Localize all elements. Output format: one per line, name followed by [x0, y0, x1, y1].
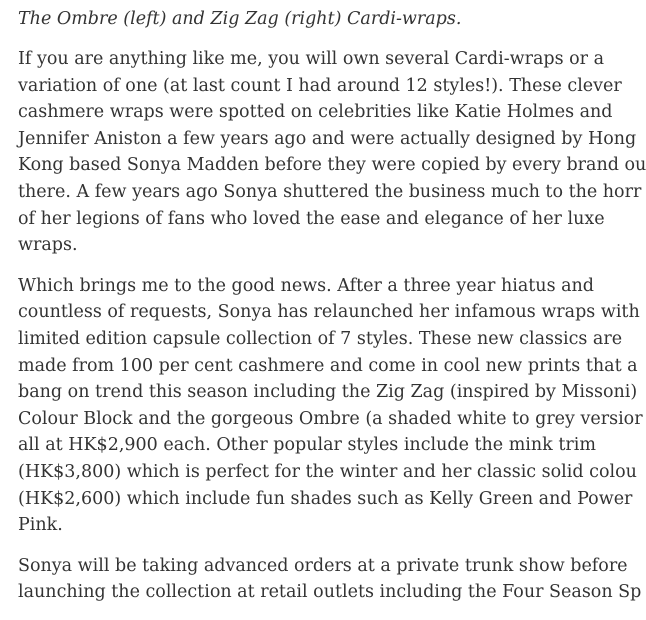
text-line: (HK$3,800) which is perfect for the winter and her classic solid colou	[18, 461, 637, 482]
paragraph-trunk-show	[18, 553, 642, 606]
article-body	[18, 6, 646, 620]
text-line: Colour Block and the gorgeous Ombre (a shaded white to grey versior	[18, 408, 643, 429]
text-line: countless of requests, Sonya has relaunched her infamous wraps with	[18, 302, 640, 323]
text-line: If you are anything like me, you will own several Cardi-wraps or a	[18, 49, 605, 69]
text-line: Pink.	[18, 515, 63, 536]
image-caption: The Ombre (left) and Zig Zag (right) Cardi-wraps.	[18, 9, 462, 29]
text-line: of her legions of fans who loved the ease and elegance of her luxe	[18, 208, 605, 229]
text-line: launching the collection at retail outlets including the Four Season Sp	[18, 582, 642, 603]
text-line: wraps.	[18, 235, 78, 256]
paragraph-intro	[18, 46, 646, 259]
text-line: Kong based Sonya Madden before they were copied by every brand ou	[18, 155, 646, 176]
text-line: cashmere wraps were spotted on celebrities like Katie Holmes and	[18, 102, 613, 123]
text-line: bang on trend this season including the Zig Zag (inspired by Missoni)	[18, 382, 638, 403]
text-line: (HK$2,600) which include fun shades such as Kelly Green and Power	[18, 488, 633, 509]
paragraph-relaunch	[18, 273, 643, 539]
text-line: all at HK$2,900 each. Other popular styles include the mink trim	[18, 435, 596, 456]
text-line: Which brings me to the good news. After a three year hiatus and	[18, 275, 595, 296]
text-line: limited edition capsule collection of 7 styles. These new classics are	[18, 328, 623, 349]
text-line: made from 100 per cent cashmere and come in cool new prints that a	[18, 355, 638, 376]
text-line: variation of one (at last count I had around 12 styles!). These clever	[18, 75, 622, 96]
text-line: there. A few years ago Sonya shuttered the business much to the horr	[18, 181, 642, 202]
text-line: Sonya will be taking advanced orders at a private trunk show before	[18, 555, 628, 576]
text-line: Jennifer Aniston a few years ago and were actually designed by Hong	[18, 128, 637, 149]
